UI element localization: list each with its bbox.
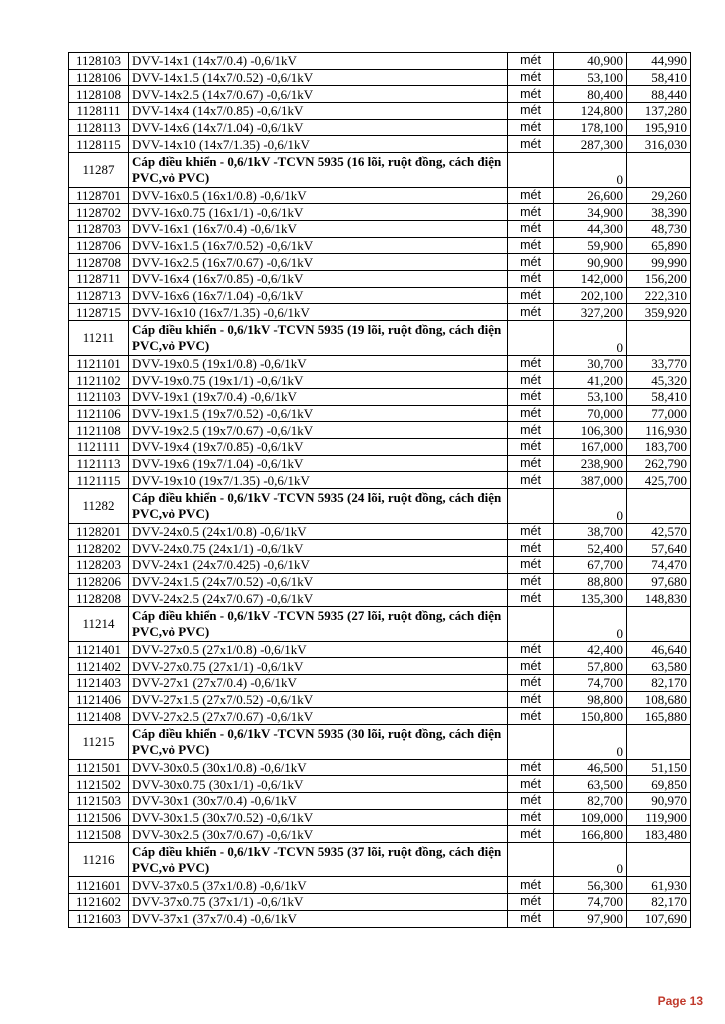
- table-row: [69, 708, 691, 725]
- price-cell: 135,300: [554, 590, 627, 607]
- price-vat-cell: 107,690: [627, 910, 691, 927]
- price-cell: 56,300: [554, 877, 627, 894]
- price-cell: 42,400: [554, 641, 627, 658]
- product-name-cell: DVV-16x4 (16x7/0.85) -0,6/1kV: [129, 271, 508, 288]
- product-name-cell: DVV-27x1 (27x7/0.4) -0,6/1kV: [129, 674, 508, 691]
- price-cell: 0: [554, 489, 627, 524]
- price-vat-cell: 316,030: [627, 136, 691, 153]
- table-row: [69, 86, 691, 103]
- price-vat-cell: 90,970: [627, 792, 691, 809]
- product-name-cell: DVV-16x6 (16x7/1.04) -0,6/1kV: [129, 287, 508, 304]
- product-name-cell: DVV-27x1.5 (27x7/0.52) -0,6/1kV: [129, 691, 508, 708]
- unit-cell: mét: [508, 523, 554, 540]
- price-vat-cell: 108,680: [627, 691, 691, 708]
- product-name-cell: DVV-30x2.5 (30x7/0.67) -0,6/1kV: [129, 826, 508, 843]
- price-cell: 287,300: [554, 136, 627, 153]
- price-cell: 327,200: [554, 304, 627, 321]
- product-name-cell: DVV-16x1 (16x7/0.4) -0,6/1kV: [129, 221, 508, 238]
- unit-cell: mét: [508, 708, 554, 725]
- unit-cell: mét: [508, 658, 554, 675]
- price-vat-cell: 61,930: [627, 877, 691, 894]
- price-cell: 52,400: [554, 540, 627, 557]
- price-cell: 88,800: [554, 573, 627, 590]
- product-name-cell: DVV-19x0.75 (19x1/1) -0,6/1kV: [129, 372, 508, 389]
- unit-cell: mét: [508, 355, 554, 372]
- unit-cell: mét: [508, 877, 554, 894]
- price-cell: 67,700: [554, 557, 627, 574]
- price-cell: 124,800: [554, 103, 627, 120]
- section-header-row: [69, 489, 691, 524]
- item-code-cell: 1128711: [69, 271, 129, 288]
- table-row: [69, 69, 691, 86]
- price-vat-cell: 425,700: [627, 472, 691, 489]
- unit-cell: mét: [508, 69, 554, 86]
- table-row: [69, 372, 691, 389]
- price-cell: 74,700: [554, 674, 627, 691]
- price-cell: 150,800: [554, 708, 627, 725]
- unit-cell: mét: [508, 204, 554, 221]
- price-vat-cell: 63,580: [627, 658, 691, 675]
- price-cell: 46,500: [554, 759, 627, 776]
- price-cell: 40,900: [554, 53, 627, 70]
- item-code-cell: 1121106: [69, 405, 129, 422]
- product-name-cell: DVV-19x1.5 (19x7/0.52) -0,6/1kV: [129, 405, 508, 422]
- product-name-cell: DVV-24x1 (24x7/0.425) -0,6/1kV: [129, 557, 508, 574]
- unit-cell: mét: [508, 136, 554, 153]
- product-name-cell: DVV-16x0.75 (16x1/1) -0,6/1kV: [129, 204, 508, 221]
- product-name-cell: DVV-37x1 (37x7/0.4) -0,6/1kV: [129, 910, 508, 927]
- unit-cell: mét: [508, 573, 554, 590]
- price-cell: 167,000: [554, 439, 627, 456]
- price-vat-cell: 38,390: [627, 204, 691, 221]
- unit-cell: mét: [508, 674, 554, 691]
- price-cell: 166,800: [554, 826, 627, 843]
- table-row: [69, 674, 691, 691]
- unit-cell: mét: [508, 103, 554, 120]
- price-cell: 238,900: [554, 455, 627, 472]
- table-row: [69, 877, 691, 894]
- unit-cell: mét: [508, 641, 554, 658]
- product-name-cell: DVV-19x10 (19x7/1.35) -0,6/1kV: [129, 472, 508, 489]
- unit-cell: mét: [508, 910, 554, 927]
- item-code-cell: 1121602: [69, 894, 129, 911]
- price-cell: 30,700: [554, 355, 627, 372]
- item-code-cell: 11211: [69, 321, 129, 356]
- unit-cell: mét: [508, 540, 554, 557]
- product-name-cell: DVV-30x1.5 (30x7/0.52) -0,6/1kV: [129, 809, 508, 826]
- product-name-cell: DVV-16x1.5 (16x7/0.52) -0,6/1kV: [129, 237, 508, 254]
- unit-cell: mét: [508, 776, 554, 793]
- price-cell: 202,100: [554, 287, 627, 304]
- price-vat-cell: 57,640: [627, 540, 691, 557]
- price-vat-cell: 183,700: [627, 439, 691, 456]
- section-header-row: [69, 842, 691, 877]
- price-vat-cell: 42,570: [627, 523, 691, 540]
- item-code-cell: 1121501: [69, 759, 129, 776]
- price-vat-cell: 156,200: [627, 271, 691, 288]
- product-name-cell: DVV-14x1 (14x7/0.4) -0,6/1kV: [129, 53, 508, 70]
- item-code-cell: 11287: [69, 153, 129, 188]
- table-row: [69, 103, 691, 120]
- product-name-cell: DVV-14x6 (14x7/1.04) -0,6/1kV: [129, 119, 508, 136]
- unit-cell: mét: [508, 372, 554, 389]
- table-row: [69, 455, 691, 472]
- price-cell: 97,900: [554, 910, 627, 927]
- page-number: Page 13: [657, 994, 703, 1008]
- section-title-cell: Cáp điều khiển - 0,6/1kV -TCVN 5935 (19 lõi, ruột đồng, cách điện PVC,vỏ PVC): [129, 321, 508, 356]
- item-code-cell: 1128703: [69, 221, 129, 238]
- product-name-cell: DVV-30x0.75 (30x1/1) -0,6/1kV: [129, 776, 508, 793]
- table-row: [69, 590, 691, 607]
- price-vat-cell: [627, 607, 691, 642]
- item-code-cell: 1121502: [69, 776, 129, 793]
- price-cell: 70,000: [554, 405, 627, 422]
- price-vat-cell: [627, 842, 691, 877]
- item-code-cell: 1121101: [69, 355, 129, 372]
- price-vat-cell: 222,310: [627, 287, 691, 304]
- price-vat-cell: [627, 321, 691, 356]
- price-cell: 59,900: [554, 237, 627, 254]
- price-vat-cell: [627, 153, 691, 188]
- table-row: [69, 792, 691, 809]
- price-vat-cell: [627, 489, 691, 524]
- price-cell: 387,000: [554, 472, 627, 489]
- table-row: [69, 809, 691, 826]
- item-code-cell: 11216: [69, 842, 129, 877]
- product-name-cell: DVV-19x4 (19x7/0.85) -0,6/1kV: [129, 439, 508, 456]
- table-row: [69, 573, 691, 590]
- item-code-cell: 1128111: [69, 103, 129, 120]
- item-code-cell: 1128202: [69, 540, 129, 557]
- section-title-cell: Cáp điều khiển - 0,6/1kV -TCVN 5935 (16 lõi, ruột đồng, cách điện PVC,vỏ PVC): [129, 153, 508, 188]
- unit-cell: mét: [508, 590, 554, 607]
- price-vat-cell: 82,170: [627, 894, 691, 911]
- price-table-body: [69, 53, 691, 928]
- table-row: [69, 389, 691, 406]
- item-code-cell: 1121508: [69, 826, 129, 843]
- item-code-cell: 1121503: [69, 792, 129, 809]
- unit-cell: mét: [508, 287, 554, 304]
- table-row: [69, 422, 691, 439]
- price-vat-cell: 262,790: [627, 455, 691, 472]
- item-code-cell: 1128103: [69, 53, 129, 70]
- section-title-cell: Cáp điều khiển - 0,6/1kV -TCVN 5935 (30 lõi, ruột đồng, cách điện PVC,vỏ PVC): [129, 725, 508, 760]
- table-row: [69, 523, 691, 540]
- table-row: [69, 894, 691, 911]
- item-code-cell: 1121601: [69, 877, 129, 894]
- item-code-cell: 1128715: [69, 304, 129, 321]
- item-code-cell: 1128208: [69, 590, 129, 607]
- unit-cell: mét: [508, 472, 554, 489]
- product-name-cell: DVV-16x2.5 (16x7/0.67) -0,6/1kV: [129, 254, 508, 271]
- unit-cell: mét: [508, 405, 554, 422]
- item-code-cell: 1121406: [69, 691, 129, 708]
- product-name-cell: DVV-14x4 (14x7/0.85) -0,6/1kV: [129, 103, 508, 120]
- item-code-cell: 1128113: [69, 119, 129, 136]
- item-code-cell: 1121408: [69, 708, 129, 725]
- price-vat-cell: 82,170: [627, 674, 691, 691]
- unit-cell: mét: [508, 254, 554, 271]
- price-cell: 178,100: [554, 119, 627, 136]
- price-vat-cell: 165,880: [627, 708, 691, 725]
- unit-cell: mét: [508, 759, 554, 776]
- product-name-cell: DVV-24x0.5 (24x1/0.8) -0,6/1kV: [129, 523, 508, 540]
- unit-cell: mét: [508, 439, 554, 456]
- price-cell: 142,000: [554, 271, 627, 288]
- price-cell: 109,000: [554, 809, 627, 826]
- price-cell: 44,300: [554, 221, 627, 238]
- table-row: [69, 658, 691, 675]
- product-name-cell: DVV-37x0.75 (37x1/1) -0,6/1kV: [129, 894, 508, 911]
- price-vat-cell: 46,640: [627, 641, 691, 658]
- price-vat-cell: 97,680: [627, 573, 691, 590]
- price-vat-cell: 58,410: [627, 389, 691, 406]
- product-name-cell: DVV-24x0.75 (24x1/1) -0,6/1kV: [129, 540, 508, 557]
- price-vat-cell: 77,000: [627, 405, 691, 422]
- item-code-cell: 1128203: [69, 557, 129, 574]
- price-vat-cell: 48,730: [627, 221, 691, 238]
- unit-cell: [508, 842, 554, 877]
- table-row: [69, 304, 691, 321]
- price-cell: 53,100: [554, 389, 627, 406]
- price-vat-cell: 29,260: [627, 187, 691, 204]
- unit-cell: mét: [508, 455, 554, 472]
- table-row: [69, 691, 691, 708]
- item-code-cell: 11282: [69, 489, 129, 524]
- product-name-cell: DVV-16x0.5 (16x1/0.8) -0,6/1kV: [129, 187, 508, 204]
- product-name-cell: DVV-27x0.5 (27x1/0.8) -0,6/1kV: [129, 641, 508, 658]
- table-row: [69, 136, 691, 153]
- item-code-cell: 1128106: [69, 69, 129, 86]
- unit-cell: [508, 725, 554, 760]
- section-header-row: [69, 321, 691, 356]
- price-cell: 90,900: [554, 254, 627, 271]
- table-row: [69, 405, 691, 422]
- table-row: [69, 439, 691, 456]
- section-header-row: [69, 725, 691, 760]
- product-name-cell: DVV-30x1 (30x7/0.4) -0,6/1kV: [129, 792, 508, 809]
- price-table: [68, 52, 691, 928]
- item-code-cell: 1121108: [69, 422, 129, 439]
- item-code-cell: 1121115: [69, 472, 129, 489]
- product-name-cell: DVV-37x0.5 (37x1/0.8) -0,6/1kV: [129, 877, 508, 894]
- product-name-cell: DVV-24x2.5 (24x7/0.67) -0,6/1kV: [129, 590, 508, 607]
- table-row: [69, 826, 691, 843]
- table-row: [69, 759, 691, 776]
- price-cell: 0: [554, 842, 627, 877]
- item-code-cell: 1121603: [69, 910, 129, 927]
- price-cell: 106,300: [554, 422, 627, 439]
- unit-cell: [508, 607, 554, 642]
- table-row: [69, 776, 691, 793]
- item-code-cell: 1128702: [69, 204, 129, 221]
- product-name-cell: DVV-27x0.75 (27x1/1) -0,6/1kV: [129, 658, 508, 675]
- table-row: [69, 221, 691, 238]
- price-vat-cell: 44,990: [627, 53, 691, 70]
- price-vat-cell: [627, 725, 691, 760]
- unit-cell: mét: [508, 53, 554, 70]
- product-name-cell: DVV-19x2.5 (19x7/0.67) -0,6/1kV: [129, 422, 508, 439]
- table-row: [69, 355, 691, 372]
- table-row: [69, 472, 691, 489]
- item-code-cell: 1121111: [69, 439, 129, 456]
- item-code-cell: 1128713: [69, 287, 129, 304]
- table-row: [69, 287, 691, 304]
- table-row: [69, 540, 691, 557]
- unit-cell: mét: [508, 304, 554, 321]
- price-cell: 0: [554, 607, 627, 642]
- product-name-cell: DVV-16x10 (16x7/1.35) -0,6/1kV: [129, 304, 508, 321]
- table-row: [69, 187, 691, 204]
- unit-cell: [508, 489, 554, 524]
- price-vat-cell: 183,480: [627, 826, 691, 843]
- price-vat-cell: 116,930: [627, 422, 691, 439]
- price-vat-cell: 58,410: [627, 69, 691, 86]
- price-vat-cell: 65,890: [627, 237, 691, 254]
- item-code-cell: 1128206: [69, 573, 129, 590]
- item-code-cell: 1121506: [69, 809, 129, 826]
- table-row: [69, 910, 691, 927]
- item-code-cell: 1128115: [69, 136, 129, 153]
- price-vat-cell: 74,470: [627, 557, 691, 574]
- item-code-cell: 1121402: [69, 658, 129, 675]
- section-title-cell: Cáp điều khiển - 0,6/1kV -TCVN 5935 (24 lõi, ruột đồng, cách điện PVC,vỏ PVC): [129, 489, 508, 524]
- price-cell: 34,900: [554, 204, 627, 221]
- item-code-cell: 1128708: [69, 254, 129, 271]
- price-vat-cell: 45,320: [627, 372, 691, 389]
- unit-cell: mét: [508, 187, 554, 204]
- price-cell: 63,500: [554, 776, 627, 793]
- price-cell: 57,800: [554, 658, 627, 675]
- item-code-cell: 1121403: [69, 674, 129, 691]
- item-code-cell: 1128701: [69, 187, 129, 204]
- price-cell: 98,800: [554, 691, 627, 708]
- unit-cell: mét: [508, 557, 554, 574]
- price-cell: 80,400: [554, 86, 627, 103]
- price-vat-cell: 359,920: [627, 304, 691, 321]
- section-title-cell: Cáp điều khiển - 0,6/1kV -TCVN 5935 (27 lõi, ruột đồng, cách điện PVC,vỏ PVC): [129, 607, 508, 642]
- item-code-cell: 11214: [69, 607, 129, 642]
- item-code-cell: 1128706: [69, 237, 129, 254]
- table-row: [69, 53, 691, 70]
- price-vat-cell: 119,900: [627, 809, 691, 826]
- table-row: [69, 237, 691, 254]
- table-row: [69, 204, 691, 221]
- price-cell: 53,100: [554, 69, 627, 86]
- price-vat-cell: 148,830: [627, 590, 691, 607]
- unit-cell: mét: [508, 221, 554, 238]
- table-row: [69, 557, 691, 574]
- price-vat-cell: 195,910: [627, 119, 691, 136]
- product-name-cell: DVV-24x1.5 (24x7/0.52) -0,6/1kV: [129, 573, 508, 590]
- product-name-cell: DVV-14x10 (14x7/1.35) -0,6/1kV: [129, 136, 508, 153]
- price-vat-cell: 33,770: [627, 355, 691, 372]
- unit-cell: mét: [508, 422, 554, 439]
- price-cell: 0: [554, 725, 627, 760]
- unit-cell: [508, 321, 554, 356]
- price-cell: 74,700: [554, 894, 627, 911]
- price-cell: 41,200: [554, 372, 627, 389]
- unit-cell: mét: [508, 271, 554, 288]
- unit-cell: mét: [508, 86, 554, 103]
- section-title-cell: Cáp điều khiển - 0,6/1kV -TCVN 5935 (37 lõi, ruột đồng, cách điện PVC,vỏ PVC): [129, 842, 508, 877]
- item-code-cell: 1128108: [69, 86, 129, 103]
- item-code-cell: 11215: [69, 725, 129, 760]
- price-vat-cell: 99,990: [627, 254, 691, 271]
- product-name-cell: DVV-19x6 (19x7/1.04) -0,6/1kV: [129, 455, 508, 472]
- section-header-row: [69, 153, 691, 188]
- product-name-cell: DVV-14x2.5 (14x7/0.67) -0,6/1kV: [129, 86, 508, 103]
- unit-cell: mét: [508, 691, 554, 708]
- item-code-cell: 1128201: [69, 523, 129, 540]
- section-header-row: [69, 607, 691, 642]
- product-name-cell: DVV-27x2.5 (27x7/0.67) -0,6/1kV: [129, 708, 508, 725]
- table-row: [69, 119, 691, 136]
- item-code-cell: 1121103: [69, 389, 129, 406]
- price-vat-cell: 51,150: [627, 759, 691, 776]
- price-vat-cell: 137,280: [627, 103, 691, 120]
- unit-cell: mét: [508, 826, 554, 843]
- item-code-cell: 1121401: [69, 641, 129, 658]
- table-row: [69, 254, 691, 271]
- product-name-cell: DVV-19x0.5 (19x1/0.8) -0,6/1kV: [129, 355, 508, 372]
- product-name-cell: DVV-14x1.5 (14x7/0.52) -0,6/1kV: [129, 69, 508, 86]
- unit-cell: mét: [508, 389, 554, 406]
- item-code-cell: 1121102: [69, 372, 129, 389]
- unit-cell: mét: [508, 119, 554, 136]
- product-name-cell: DVV-19x1 (19x7/0.4) -0,6/1kV: [129, 389, 508, 406]
- table-row: [69, 271, 691, 288]
- price-cell: 26,600: [554, 187, 627, 204]
- unit-cell: [508, 153, 554, 188]
- price-vat-cell: 88,440: [627, 86, 691, 103]
- price-vat-cell: 69,850: [627, 776, 691, 793]
- price-cell: 0: [554, 321, 627, 356]
- table-row: [69, 641, 691, 658]
- price-cell: 82,700: [554, 792, 627, 809]
- product-name-cell: DVV-30x0.5 (30x1/0.8) -0,6/1kV: [129, 759, 508, 776]
- price-cell: 0: [554, 153, 627, 188]
- unit-cell: mét: [508, 792, 554, 809]
- unit-cell: mét: [508, 237, 554, 254]
- price-cell: 38,700: [554, 523, 627, 540]
- item-code-cell: 1121113: [69, 455, 129, 472]
- unit-cell: mét: [508, 809, 554, 826]
- unit-cell: mét: [508, 894, 554, 911]
